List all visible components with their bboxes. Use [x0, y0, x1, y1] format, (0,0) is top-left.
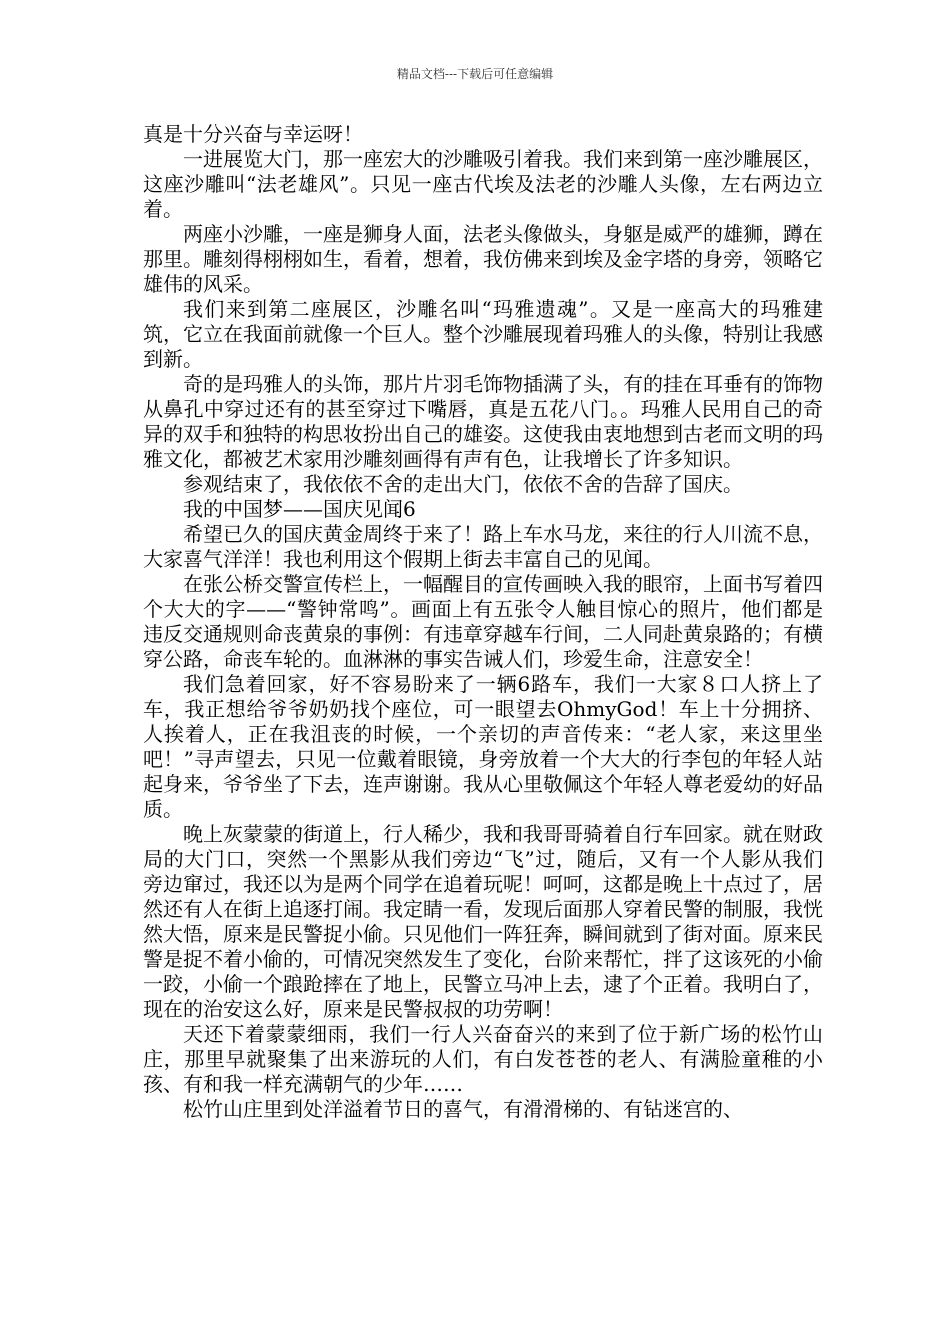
- paragraph-8: 在张公桥交警宣传栏上，一幅醒目的宣传画映入我的眼帘，上面书写着四个大大的字——“警钟常鸣”。画面上有五张令人触目惊心的照片，他们都是违反交通规则命丧黄泉的事例：有违章穿越车行间，二人同赴黄泉路的；有横穿公路，命丧车轮的。血淋淋的事实告诫人们，珍爱生命，注意安全！: [143, 572, 823, 671]
- page-header: 精品文档---下载后可任意编辑: [396, 67, 554, 81]
- paragraph-5: 奇的是玛雅人的头饰，那片片羽毛饰物插满了头，有的挂在耳垂有的饰物从鼻孔中穿过还有的甚至穿过下嘴唇，真是五花八门。。玛雅人民用自己的奇异的双手和独特的构思妆扮出自己的雄姿。这使我由衷地想到古老而文明的玛雅文化，都被艺术家用沙雕刻画得有声有色，让我增长了许多知识。: [143, 372, 823, 471]
- paragraph-10: 晚上灰蒙蒙的街道上，行人稀少，我和我哥哥骑着自行车回家。就在财政局的大门口，突然一个黑影从我们旁边“飞”过，随后，又有一个人影从我们旁边窜过，我还以为是两个同学在追着玩呢！呵呵，这都是晚上十点过了，居然还有人在街上追逐打闹。我定睛一看，发现后面那人穿着民警的制服，我恍然大悟，原来是民警捉小偷。只见他们一阵狂奔，瞬间就到了街对面。原来民警是捉不着小偷的，可情况突然发生了变化，台阶来帮忙，拌了这该死的小偷一跤，小偷一个踉跄摔在了地上，民警立马冲上去，逮了个正着。我明白了，现在的治安这么好，原来是民警叔叔的功劳啊！: [143, 822, 823, 1021]
- paragraph-9: 我们急着回家，好不容易盼来了一辆6路车，我们一大家８口人挤上了车，我正想给爷爷奶奶找个座位，可一眼望去OhmyGod！车上十分拥挤、人挨着人，正在我沮丧的时候，一个亲切的声音传来：“老人家，来这里坐吧！”寻声望去，只见一位戴着眼镜，身旁放着一个大大的行李包的年轻人站起身来，爷爷坐了下去，连声谢谢。我从心里敬佩这个年轻人尊老爱幼的好品质。: [143, 672, 823, 821]
- paragraph-2: 一进展览大门，那一座宏大的沙雕吸引着我。我们来到第一座沙雕展区，这座沙雕叫“法老雄风”。只见一座古代埃及法老的沙雕人头像，左右两边立着。: [143, 147, 823, 221]
- document-body: [143, 122, 823, 1122]
- section-title: 我的中国梦——国庆见闻6: [183, 497, 416, 521]
- paragraph-11: 天还下着蒙蒙细雨，我们一行人兴奋奋兴的来到了位于新广场的松竹山庄，那里早就聚集了出来游玩的人们，有白发苍苍的老人、有满脸童稚的小孩、有和我一样充满朝气的少年……: [143, 1022, 823, 1096]
- paragraph-4: 我们来到第二座展区，沙雕名叫“玛雅遗魂”。又是一座高大的玛雅建筑，它立在我面前就像一个巨人。整个沙雕展现着玛雅人的头像，特别让我感到新。: [143, 297, 823, 371]
- paragraph-6: 参观结束了，我依依不舍的走出大门，依依不舍的告辞了国庆。: [183, 472, 743, 496]
- paragraph-7: 希望已久的国庆黄金周终于来了！路上车水马龙，来往的行人川流不息，大家喜气洋洋！我也利用这个假期上街去丰富自己的见闻。: [143, 522, 823, 571]
- paragraph-1: 真是十分兴奋与幸运呀！: [143, 122, 363, 146]
- paragraph-3: 两座小沙雕，一座是狮身人面，法老头像做头，身躯是威严的雄狮，蹲在那里。雕刻得栩栩如生，看着，想着，我仿佛来到埃及金字塔的身旁，领略它雄伟的风采。: [143, 222, 823, 296]
- paragraph-12: 松竹山庄里到处洋溢着节日的喜气，有滑滑梯的、有钻迷宫的、: [183, 1097, 743, 1121]
